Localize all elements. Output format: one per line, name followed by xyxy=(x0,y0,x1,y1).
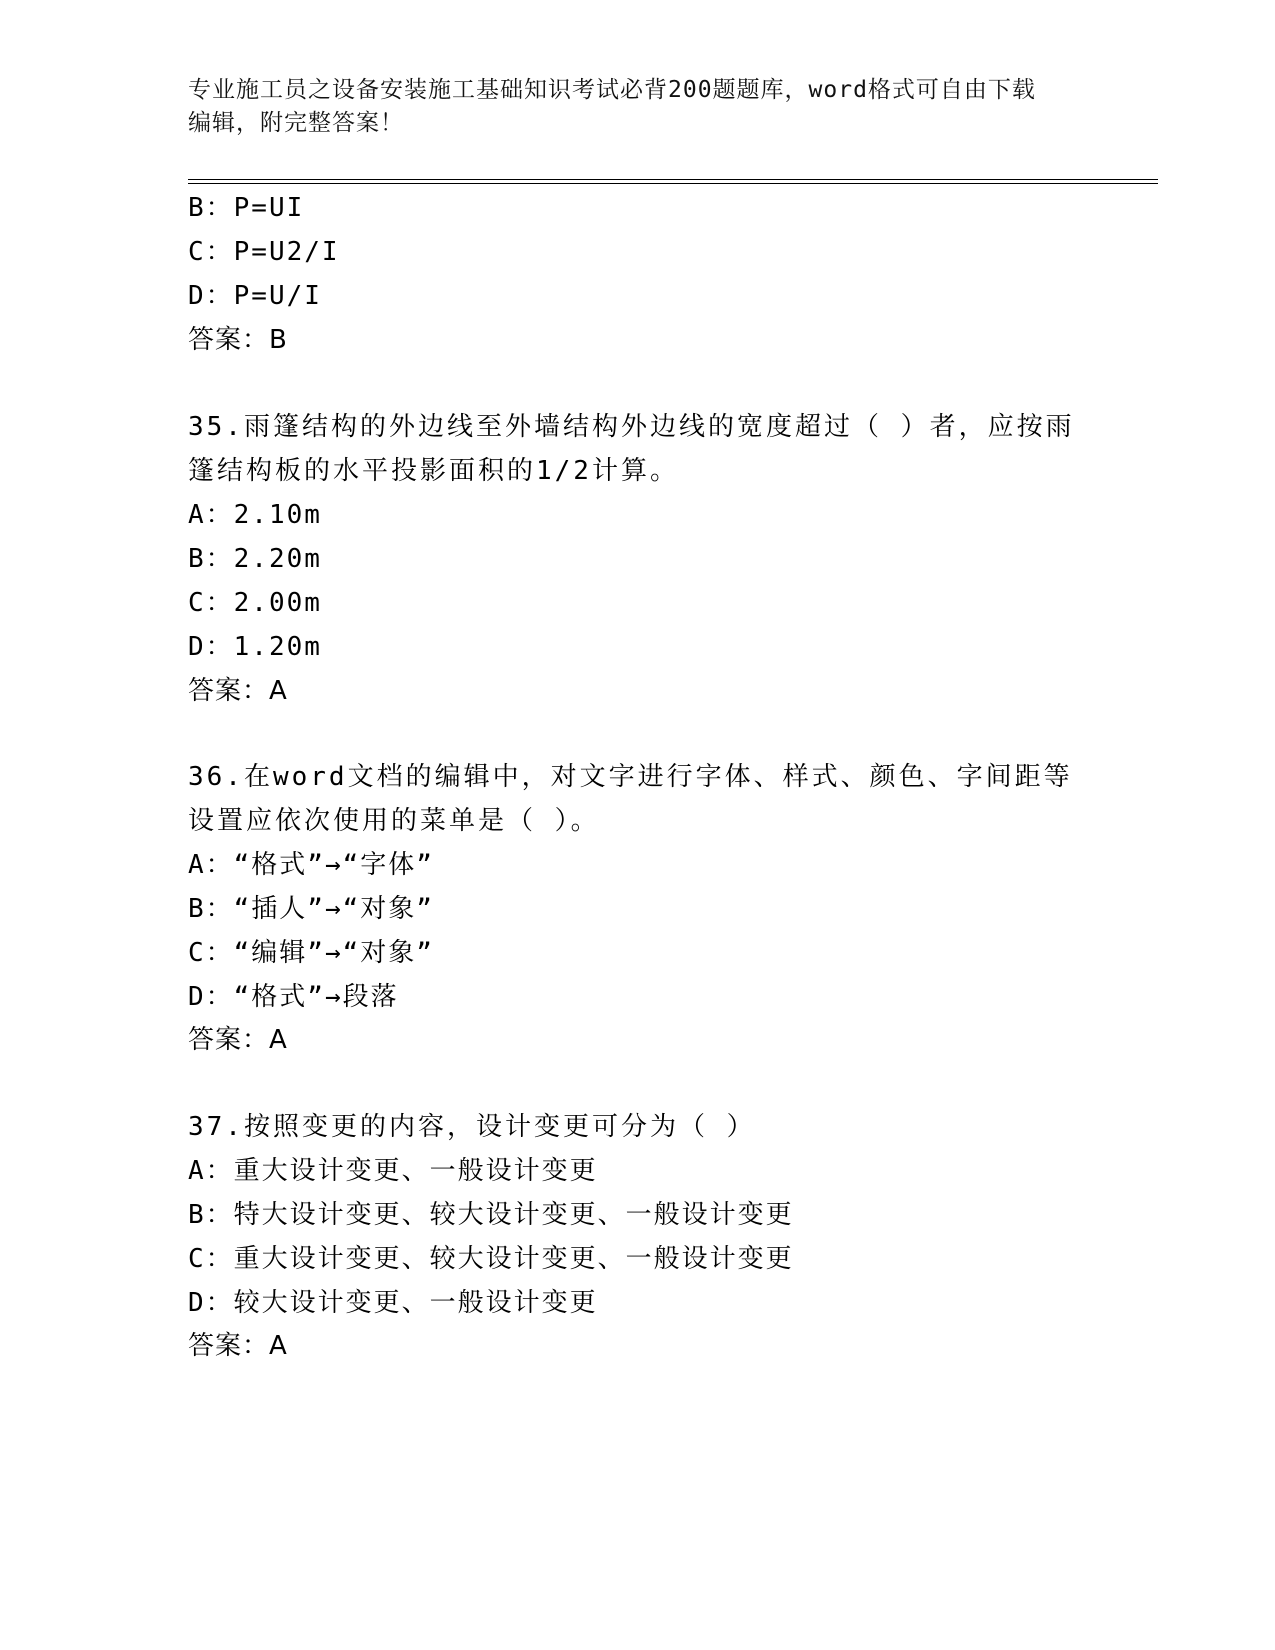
q37-answer: 答案：A xyxy=(188,1331,288,1361)
document-header xyxy=(188,74,1088,140)
q34-answer: 答案：B xyxy=(188,325,288,355)
q34-option-d: D：P=U/I xyxy=(188,281,322,311)
q35-stem-line-2: 篷结构板的水平投影面积的1/2计算。 xyxy=(188,456,679,486)
q34-option-b: B：P=UI xyxy=(188,193,305,223)
q37-option-c: C：重大设计变更、较大设计变更、一般设计变更 xyxy=(188,1244,794,1274)
header-divider-top xyxy=(188,179,1158,180)
q35-stem-line-1: 35.雨篷结构的外边线至外墙结构外边线的宽度超过（ ）者，应按雨 xyxy=(188,412,1075,442)
q37-option-a: A：重大设计变更、一般设计变更 xyxy=(188,1156,598,1186)
q36-option-d: D：“格式”→段落 xyxy=(188,982,399,1012)
q36-stem-line-1: 36.在word文档的编辑中，对文字进行字体、样式、颜色、字间距等 xyxy=(188,762,1073,792)
q37-option-d: D：较大设计变更、一般设计变更 xyxy=(188,1288,598,1318)
q35-option-b: B：2.20m xyxy=(188,544,322,574)
q35-option-a: A：2.10m xyxy=(188,500,322,530)
q36-option-a: A：“格式”→“字体” xyxy=(188,850,434,880)
q37-stem-line-1: 37.按照变更的内容，设计变更可分为（ ） xyxy=(188,1112,756,1142)
q34-option-c: C：P=U2/I xyxy=(188,237,340,267)
q36-answer: 答案：A xyxy=(188,1025,288,1055)
q36-option-c: C：“编辑”→“对象” xyxy=(188,938,434,968)
q36-stem-line-2: 设置应依次使用的菜单是（ ）。 xyxy=(188,806,600,836)
header-title-line-1: 专业施工员之设备安装施工基础知识考试必背200题题库，word格式可自由下载 xyxy=(188,77,1036,103)
q35-answer: 答案：A xyxy=(188,676,288,706)
header-title-line-2: 编辑，附完整答案！ xyxy=(188,110,404,136)
q35-option-c: C：2.00m xyxy=(188,588,322,618)
q35-option-d: D：1.20m xyxy=(188,632,322,662)
q37-option-b: B：特大设计变更、较大设计变更、一般设计变更 xyxy=(188,1200,794,1230)
header-divider-bottom xyxy=(188,183,1158,184)
q36-option-b: B：“插人”→“对象” xyxy=(188,894,434,924)
